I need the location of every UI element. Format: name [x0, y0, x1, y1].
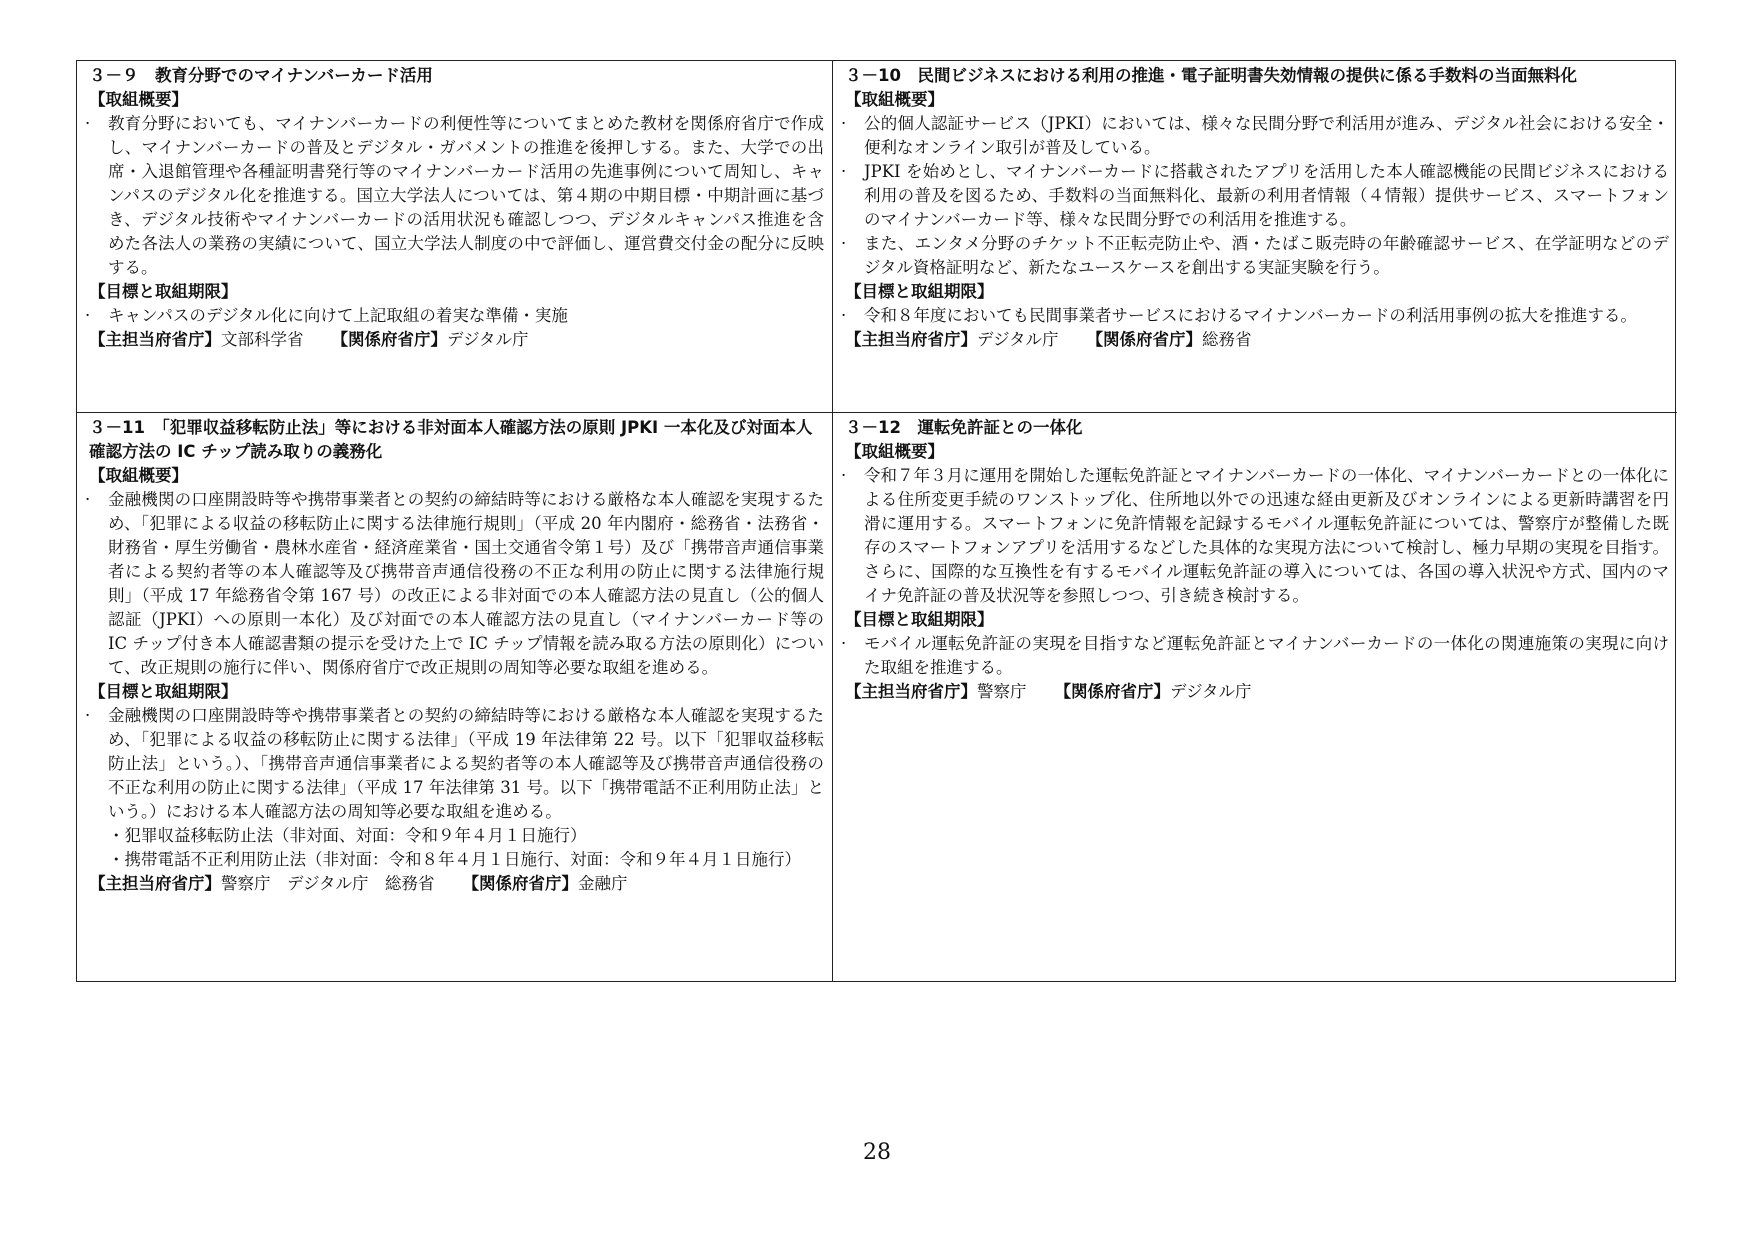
measure-title: ３－11 「犯罪収益移転防止法」等における非対面本人確認方法の原則 JPKI 一本化及び対面本人確認方法の IC チップ読み取りの義務化	[89, 418, 813, 461]
overview-heading: 【取組概要】	[845, 442, 944, 461]
overview-list	[841, 112, 1669, 280]
lead-ministry: 警察庁 デジタル庁 総務省	[221, 874, 435, 893]
related-ministry-label: 【関係府省庁】	[1054, 682, 1170, 701]
goals-heading: 【目標と取組期限】	[845, 282, 994, 301]
overview-heading: 【取組概要】	[845, 90, 944, 109]
goals-list	[85, 704, 824, 824]
overview-item: · JPKI を始めとし、マイナンバーカードに搭載されたアプリを活用した本人確認機能の民間ビジネスにおける利用の普及を図るため、手数料の当面無料化、最新の利用者情報（４情報）提供サービス、スマートフォンのマイナンバーカード等、様々な民間分野での利活用を推進する。	[841, 160, 1669, 232]
lead-ministry: デジタル庁	[977, 330, 1059, 349]
related-ministry: 総務省	[1202, 330, 1252, 349]
goals-list	[85, 304, 824, 328]
responsible-ministries	[841, 328, 1669, 352]
page-number: 28	[863, 1140, 891, 1165]
measure-title: ３－10 民間ビジネスにおける利用の推進・電子証明書失効情報の提供に係る手数料の当面無料化	[845, 66, 1577, 85]
overview-list	[841, 464, 1669, 608]
measure-cell-3-10	[833, 61, 1677, 413]
measure-cell-3-12	[833, 413, 1677, 981]
responsible-ministries	[85, 328, 824, 352]
overview-item: · 金融機関の口座開設時等や携帯事業者との契約の締結時等における厳格な本人確認を実現するため、「犯罪による収益の移転防止に関する法律施行規則」（平成 20 年内閣府・総務省・法務省・財務省・厚生労働省・農林水産省・経済産業省・国土交通省令第１号）及び「携帯音声通信事業者による契約者等の本人確認等及び携帯音声通信役務の不正な利用の防止に関する法律施行規則」（平成 17 年総務省令第 167 号）の改正による非対面での本人確認方法の見直し（公的個人認証（JPKI）への原則一本化）及び対面での本人確認方法の見直し（マイナンバーカード等の IC チップ付き本人確認書類の提示を受けた上で IC チップ情報を読み取る方法の原則化）について、改正規則の施行に伴い、関係府省庁で改正規則の周知等必要な取組を進める。	[85, 488, 824, 680]
related-ministry-label: 【関係府省庁】	[331, 330, 447, 349]
related-ministry: デジタル庁	[1170, 682, 1252, 701]
measure-title: ３－９ 教育分野でのマイナンバーカード活用	[89, 66, 433, 85]
related-ministry: デジタル庁	[447, 330, 529, 349]
lead-ministry-label: 【主担当府省庁】	[845, 682, 977, 701]
goal-item: · 令和８年度においても民間事業者サービスにおけるマイナンバーカードの利活用事例の拡大を推進する。	[841, 304, 1669, 328]
goal-item: · 金融機関の口座開設時等や携帯事業者との契約の締結時等における厳格な本人確認を実現するため、「犯罪による収益の移転防止に関する法律」（平成 19 年法律第 22 号。以下「犯罪収益移転防止法」という。）、「携帯音声通信事業者による契約者等の本人確認等及び携帯音声通信役務の不正な利用の防止に関する法律」（平成 17 年法律第 31 号。以下「携帯電話不正利用防止法」という。）における本人確認方法の周知等必要な取組を進める。	[85, 704, 824, 824]
responsible-ministries	[841, 680, 1669, 704]
goals-list	[841, 304, 1669, 328]
goal-subitem: ・携帯電話不正利用防止法（非対面：令和８年４月１日施行、対面：令和９年４月１日施行）	[108, 850, 801, 869]
related-ministry: 金融庁	[578, 874, 628, 893]
overview-list	[85, 488, 824, 680]
measures-table	[76, 60, 1676, 982]
goals-heading: 【目標と取組期限】	[89, 682, 238, 701]
lead-ministry-label: 【主担当府省庁】	[845, 330, 977, 349]
overview-list	[85, 112, 824, 280]
lead-ministry: 警察庁	[977, 682, 1027, 701]
goals-heading: 【目標と取組期限】	[89, 282, 238, 301]
measure-cell-3-9	[77, 61, 833, 413]
lead-ministry-label: 【主担当府省庁】	[89, 874, 221, 893]
goal-item: · モバイル運転免許証の実現を目指すなど運転免許証とマイナンバーカードの一体化の関連施策の実現に向けた取組を推進する。	[841, 632, 1669, 680]
goal-item: · キャンパスのデジタル化に向けて上記取組の着実な準備・実施	[85, 304, 824, 328]
goals-list	[841, 632, 1669, 680]
measure-cell-3-11	[77, 413, 833, 981]
measure-title: ３－12 運転免許証との一体化	[845, 418, 1083, 437]
goals-heading: 【目標と取組期限】	[845, 610, 994, 629]
overview-item: · 令和７年３月に運用を開始した運転免許証とマイナンバーカードの一体化、マイナンバーカードとの一体化による住所変更手続のワンストップ化、住所地以外での迅速な経由更新及びオンラインによる更新時講習を円滑に運用する。スマートフォンに免許情報を記録するモバイル運転免許証については、警察庁が整備した既存のスマートフォンアプリを活用するなどした具体的な実現方法について検討し、極力早期の実現を目指す。さらに、国際的な互換性を有するモバイル運転免許証の導入については、各国の導入状況や方式、国内のマイナ免許証の普及状況等を参照しつつ、引き続き検討する。	[841, 464, 1669, 608]
overview-heading: 【取組概要】	[89, 90, 188, 109]
overview-item: · また、エンタメ分野のチケット不正転売防止や、酒・たばこ販売時の年齢確認サービス、在学証明などのデジタル資格証明など、新たなユースケースを創出する実証実験を行う。	[841, 232, 1669, 280]
overview-item: · 公的個人認証サービス（JPKI）においては、様々な民間分野で利活用が進み、デジタル社会における安全・便利なオンライン取引が普及している。	[841, 112, 1669, 160]
responsible-ministries	[85, 872, 824, 896]
lead-ministry: 文部科学省	[221, 330, 304, 349]
overview-heading: 【取組概要】	[89, 466, 188, 485]
related-ministry-label: 【関係府省庁】	[462, 874, 579, 893]
lead-ministry-label: 【主担当府省庁】	[89, 330, 221, 349]
goal-subitems	[85, 824, 824, 872]
goal-subitem: ・犯罪収益移転防止法（非対面、対面：令和９年４月１日施行）	[108, 826, 587, 845]
related-ministry-label: 【関係府省庁】	[1086, 330, 1203, 349]
overview-item: · 教育分野においても、マイナンバーカードの利便性等についてまとめた教材を関係府省庁で作成し、マイナンバーカードの普及とデジタル・ガバメントの推進を後押しする。また、大学での出席・入退館管理や各種証明書発行等のマイナンバーカード活用の先進事例について周知し、キャンパスのデジタル化を推進する。国立大学法人については、第４期の中期目標・中期計画に基づき、デジタル技術やマイナンバーカードの活用状況も確認しつつ、デジタルキャンパス推進を含めた各法人の業務の実績について、国立大学法人制度の中で評価し、運営費交付金の配分に反映する。	[85, 112, 824, 280]
